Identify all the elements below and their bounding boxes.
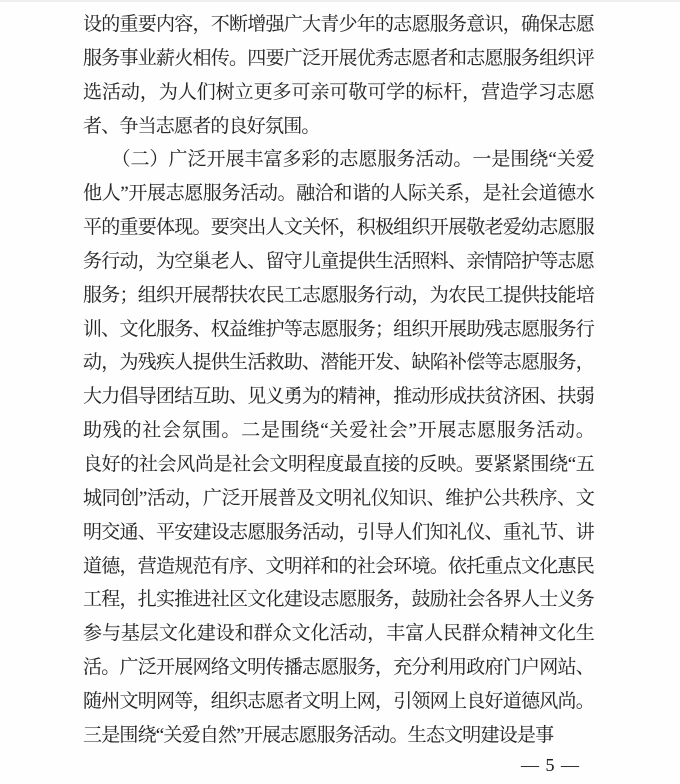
text-line: 平的重要体现。要突出人文关怀，积极组织开展敬老爱幼志愿服 <box>83 217 594 239</box>
text-line: 良好的社会风尚是社会文明程度最直接的反映。要紧紧围绕“五 <box>83 453 594 475</box>
text-line: 道德，营造规范有序、文明祥和的社会环境。依托重点文化惠民 <box>83 555 594 577</box>
text-line: 参与基层文化建设和群众文化活动，丰富人民群众精神文化生 <box>83 623 594 645</box>
text-line: 大力倡导团结互助、见义勇为的精神，推动形成扶贫济困、扶弱 <box>83 386 594 408</box>
text-line: （二）广泛开展丰富多彩的志愿服务活动。一是围绕“关爱 <box>83 149 594 171</box>
text-line: 选活动，为人们树立更多可亲可敬可学的标杆，营造学习志愿 <box>83 81 594 103</box>
text-line: 务行动，为空巢老人、留守儿童提供生活照料、亲情陪护等志愿 <box>83 250 594 272</box>
text-line: 活。广泛开展网络文明传播志愿服务，充分利用政府门户网站、 <box>83 657 594 679</box>
document-body <box>83 8 594 753</box>
text-line: 服务事业薪火相传。四要广泛开展优秀志愿者和志愿服务组织评 <box>83 47 594 69</box>
text-line: 工程，扎实推进社区文化建设志愿服务，鼓励社会各界人士义务 <box>83 589 594 611</box>
text-line: 随州文明网等，组织志愿者文明上网，引领网上良好道德风尚。 <box>83 690 594 712</box>
text-line: 训、文化服务、权益维护等志愿服务；组织开展助残志愿服务行 <box>83 318 594 340</box>
text-line: 设的重要内容，不断增强广大青少年的志愿服务意识，确保志愿 <box>83 14 594 35</box>
text-line: 服务；组织开展帮扶农民工志愿服务行动，为农民工提供技能培 <box>83 284 594 306</box>
text-line: 者、争当志愿者的良好氛围。 <box>83 115 320 137</box>
text-line: 明交通、平安建设志愿服务活动，引导人们知礼仪、重礼节、讲 <box>83 521 594 543</box>
text-line: 助残的社会氛围。二是围绕“关爱社会”开展志愿服务活动。 <box>83 420 594 442</box>
text-line: 城同创”活动，广泛开展普及文明礼仪知识、维护公共秩序、文 <box>83 487 594 509</box>
text-line: 三是围绕“关爱自然”开展志愿服务活动。生态文明建设是事 <box>83 724 554 746</box>
text-line: 动，为残疾人提供生活救助、潜能开发、缺陷补偿等志愿服务， <box>83 352 594 374</box>
text-line: 他人”开展志愿服务活动。融洽和谐的人际关系，是社会道德水 <box>83 183 594 205</box>
page-number: — 5 — <box>521 755 580 775</box>
